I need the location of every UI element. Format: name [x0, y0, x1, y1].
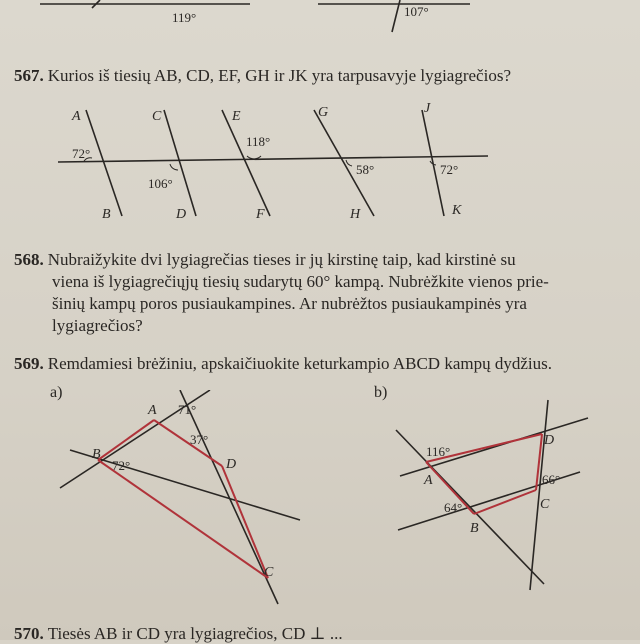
label-B: B: [102, 207, 111, 222]
point-C: C: [264, 565, 274, 580]
angle-116: 116°: [426, 444, 451, 459]
label-F: F: [256, 207, 265, 222]
problem-line-2: viena iš lygiagrečiųjų tiesių sudarytų 60° kampą. Nubrėžkite vienos prie-: [52, 272, 549, 291]
angle-72-right: 72°: [440, 162, 459, 177]
problem-line-1: Nubraižykite dvi lygiagrečias tieses ir jų kirstinę taip, kad kirstinė su: [47, 250, 516, 269]
label-A: A: [72, 109, 81, 124]
figure-569a: [0, 390, 320, 620]
label-K: K: [452, 203, 462, 218]
label-H: H: [350, 207, 361, 222]
point-C: C: [540, 497, 550, 512]
problem-text: Kurios iš tiesių AB, CD, EF, GH ir JK yra tarpusavyje lygiagrečios?: [47, 66, 511, 85]
point-B: B: [470, 521, 479, 536]
point-B: B: [92, 447, 101, 462]
point-D: D: [226, 457, 237, 472]
problem-567: [14, 66, 511, 86]
problem-569: [14, 354, 552, 374]
problem-number: 570.: [14, 624, 44, 643]
label-G: G: [318, 105, 329, 120]
point-A: A: [424, 473, 433, 488]
label-D: D: [176, 207, 187, 222]
prev-angle-left: 119°: [172, 10, 197, 25]
angle-72: 72°: [112, 458, 131, 473]
problem-text: Tiesės AB ir CD yra lygiagrečios, CD ⊥ ...: [47, 624, 343, 643]
problem-line-4: lygiagrečios?: [52, 316, 143, 335]
figure-567: [0, 98, 640, 228]
problem-number: 567.: [14, 66, 44, 85]
angle-118: 118°: [246, 134, 271, 149]
angle-71: 71°: [178, 402, 197, 417]
angle-72-left: 72°: [72, 146, 91, 161]
problem-text: Remdamiesi brėžiniu, apskaičiuokite keturkampio ABCD kampų dydžius.: [47, 354, 552, 373]
angle-37: 37°: [190, 432, 209, 447]
angle-64: 64°: [444, 500, 463, 515]
figure-569b: [330, 390, 630, 620]
problem-number: 568.: [14, 250, 44, 269]
subfigure-a-label: a): [50, 384, 63, 401]
angle-106: 106°: [148, 176, 173, 191]
previous-figure: [0, 0, 640, 40]
problem-line-3: šinių kampų poros pusiaukampines. Ar nubrėžtos pusiaukampinės yra: [52, 294, 527, 313]
point-D: D: [544, 433, 555, 448]
prev-angle-right: 107°: [404, 4, 429, 19]
label-C: C: [152, 109, 162, 124]
angle-58: 58°: [356, 162, 375, 177]
label-J: J: [424, 101, 431, 116]
label-E: E: [232, 109, 241, 124]
problem-number: 569.: [14, 354, 44, 373]
subfigure-b-label: b): [374, 384, 388, 401]
problem-570: [14, 624, 343, 644]
point-A: A: [148, 403, 157, 418]
angle-66: 66°: [542, 472, 561, 487]
problem-568: [14, 250, 516, 270]
